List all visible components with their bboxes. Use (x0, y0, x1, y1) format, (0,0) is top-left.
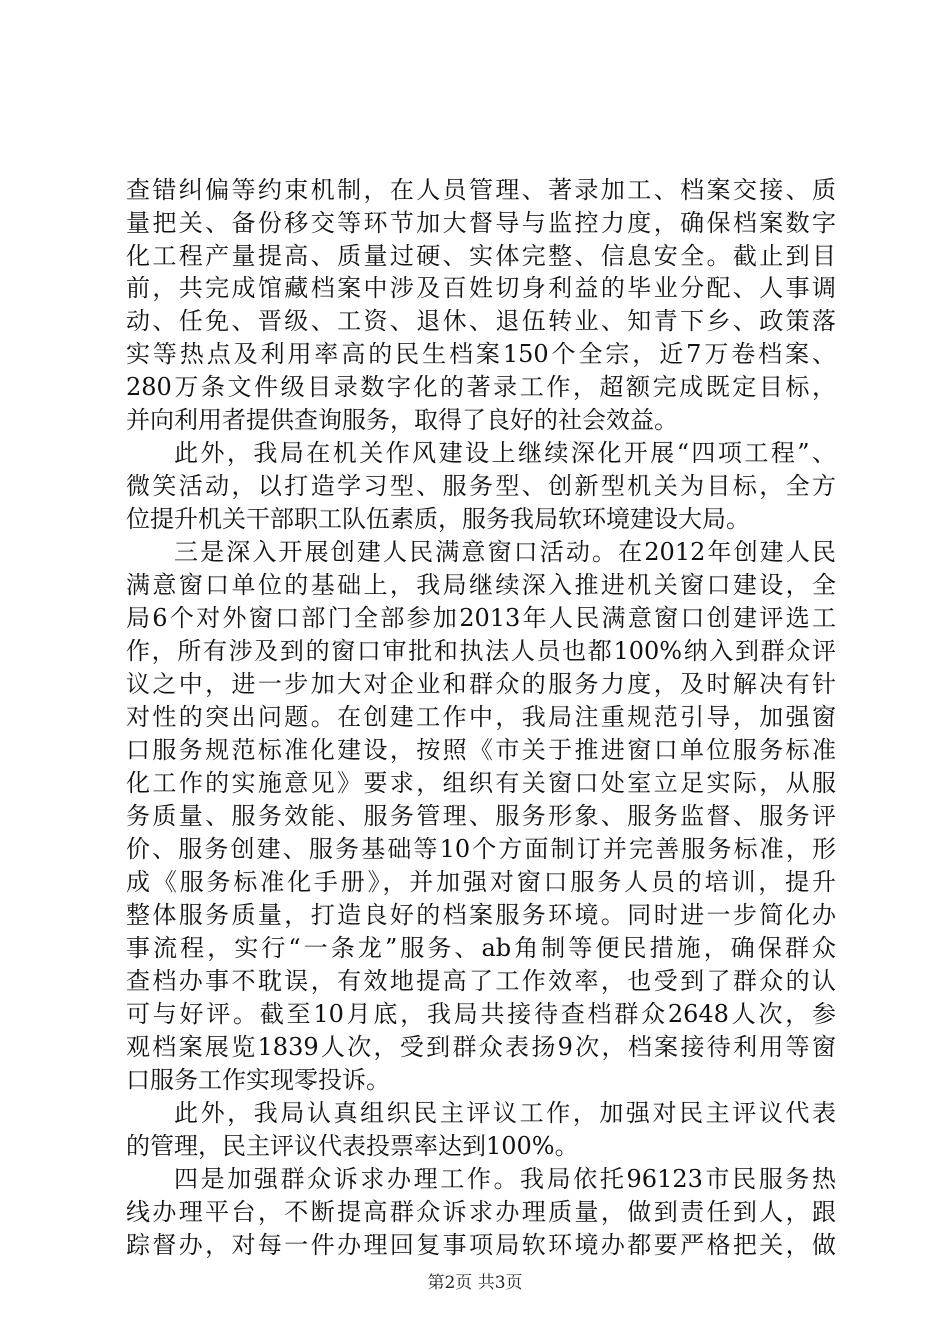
body-text-line: 事流程，实行“一条龙”服务、ab角制等便民措施，确保群众 (126, 934, 836, 962)
paragraph-start-line: 三是深入开展创建人民满意窗口活动。在2012年创建人民 (174, 538, 836, 566)
body-text-line: 踪督办，对每一件办理回复事项局软环境办都要严格把关，做 (126, 1231, 836, 1259)
body-text-line: 动、任免、晋级、工资、退休、退伍转业、知青下乡、政策落 (126, 307, 836, 335)
body-text-line: 可与好评。截至10月底，我局共接待查档群众2648人次，参 (126, 1000, 836, 1028)
body-text-line: 价、服务创建、服务基础等10个方面制订并完善服务标准，形 (126, 835, 836, 863)
body-text-line: 整体服务质量，打造良好的档案服务环境。同时进一步简化办 (126, 901, 836, 929)
body-text-line: 对性的突出问题。在创建工作中，我局注重规范引导，加强窗 (126, 703, 836, 731)
body-text-line: 口服务规范标准化建设，按照《市关于推进窗口单位服务标准 (126, 736, 836, 764)
body-text-line: 位提升机关干部职工队伍素质，服务我局软环境建设大局。 (126, 505, 750, 533)
body-text-line: 并向利用者提供查询服务，取得了良好的社会效益。 (126, 406, 678, 434)
body-text-line: 的管理，民主评议代表投票率达到100%。 (126, 1132, 579, 1160)
body-text-line: 务质量、服务效能、服务管理、服务形象、服务监督、服务评 (126, 802, 836, 830)
body-text-line: 查档办事不耽误，有效地提高了工作效率，也受到了群众的认 (126, 967, 836, 995)
body-text-line: 满意窗口单位的基础上，我局继续深入推进机关窗口建设，全 (126, 571, 836, 599)
body-text-line: 作，所有涉及到的窗口审批和执法人员也都100%纳入到群众评 (126, 637, 836, 665)
body-text-line: 观档案展览1839人次，受到群众表扬9次，档案接待利用等窗 (126, 1033, 836, 1061)
body-text-line: 局6个对外窗口部门全部参加2013年人民满意窗口创建评选工 (126, 604, 836, 632)
body-text-line: 成《服务标准化手册》，并加强对窗口服务人员的培训，提升 (126, 868, 836, 896)
body-text-line: 化工程产量提高、质量过硬、实体完整、信息安全。截止到目 (126, 242, 836, 270)
body-text-line: 线办理平台，不断提高群众诉求办理质量，做到责任到人，跟 (126, 1198, 836, 1226)
body-text-line: 化工作的实施意见》要求，组织有关窗口处室立足实际，从服 (126, 769, 836, 797)
body-text-line: 查错纠偏等约束机制，在人员管理、著录加工、档案交接、质 (126, 176, 836, 204)
paragraph-start-line: 此外，我局认真组织民主评议工作，加强对民主评议代表 (174, 1099, 836, 1127)
paragraph-start-line: 四是加强群众诉求办理工作。我局依托96123市民服务热 (174, 1165, 836, 1193)
body-text-line: 实等热点及利用率高的民生档案150个全宗，近7万卷档案、 (126, 340, 836, 368)
body-text-line: 微笑活动，以打造学习型、服务型、创新型机关为目标，全方 (126, 472, 836, 500)
body-text-line: 前，共完成馆藏档案中涉及百姓切身利益的毕业分配、人事调 (126, 274, 836, 302)
paragraph-start-line: 此外，我局在机关作风建设上继续深化开展“四项工程”、 (174, 439, 836, 467)
page-number-footer: 第2页 共3页 (427, 1273, 523, 1293)
body-text-line: 280万条文件级目录数字化的著录工作，超额完成既定目标， (126, 373, 836, 401)
body-text-line: 量把关、备份移交等环节加大督导与监控力度，确保档案数字 (126, 209, 836, 237)
body-text-line: 口服务工作实现零投诉。 (126, 1066, 390, 1094)
body-text-line: 议之中，进一步加大对企业和群众的服务力度，及时解决有针 (126, 670, 836, 698)
